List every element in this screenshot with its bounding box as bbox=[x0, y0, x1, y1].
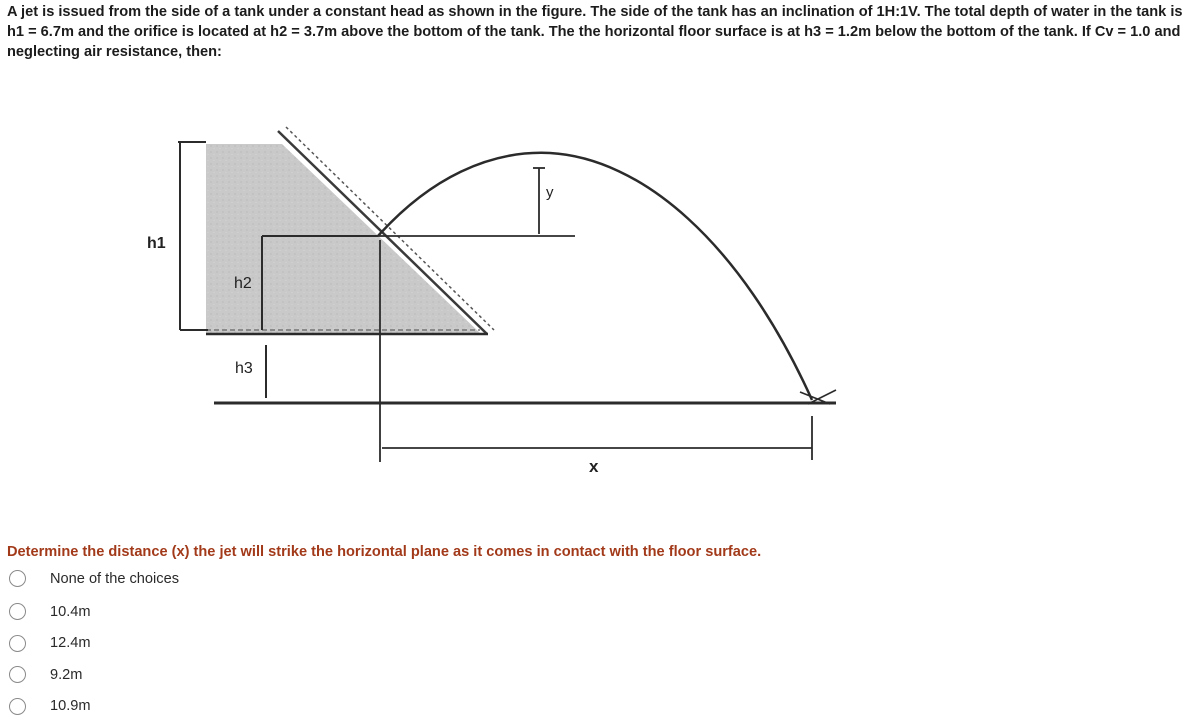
choice-label: 9.2m bbox=[50, 666, 83, 683]
choice-label: 12.4m bbox=[50, 635, 91, 651]
question-text: A jet is issued from the side of a tank under a constant head as shown in the figure. The side of the tank has an inclination of 1H:1V. The total depth of water in the tank is h1 = 6.7m and the orifice is located at h2 = 3.7m above the bottom of the tank. The the horizontal floor surface is at h3 = 1.2m below the bottom of the tank. If Cv = 1.0 and neglecting air resistance, then: bbox=[7, 4, 1183, 60]
radio-button[interactable] bbox=[9, 603, 26, 620]
choice-label: 10.9m bbox=[50, 698, 91, 714]
choice-9-2m[interactable] bbox=[9, 664, 179, 685]
answer-choices bbox=[9, 568, 179, 727]
choice-12-4m[interactable] bbox=[9, 633, 179, 654]
choice-10-4m[interactable] bbox=[9, 601, 179, 622]
h3-label: h3 bbox=[235, 360, 253, 377]
water-body bbox=[206, 144, 480, 333]
choice-none[interactable] bbox=[9, 568, 179, 589]
question-prompt: Determine the distance (x) the jet will strike the horizontal plane as it comes in contact with the floor surface. bbox=[7, 544, 762, 560]
y-label: y bbox=[546, 184, 554, 201]
radio-button[interactable] bbox=[9, 635, 26, 652]
radio-button[interactable] bbox=[9, 570, 26, 587]
radio-button[interactable] bbox=[9, 666, 26, 683]
h1-dimension bbox=[178, 142, 208, 330]
radio-button[interactable] bbox=[9, 698, 26, 715]
x-dimension bbox=[382, 416, 812, 460]
choice-label: None of the choices bbox=[50, 570, 179, 587]
choice-label: 10.4m bbox=[50, 603, 91, 620]
h1-label: h1 bbox=[147, 235, 166, 252]
y-dimension bbox=[378, 168, 575, 236]
jet-trajectory bbox=[378, 153, 812, 400]
h2-label: h2 bbox=[234, 275, 252, 292]
x-label: x bbox=[589, 457, 599, 476]
choice-10-9m[interactable] bbox=[9, 696, 179, 717]
